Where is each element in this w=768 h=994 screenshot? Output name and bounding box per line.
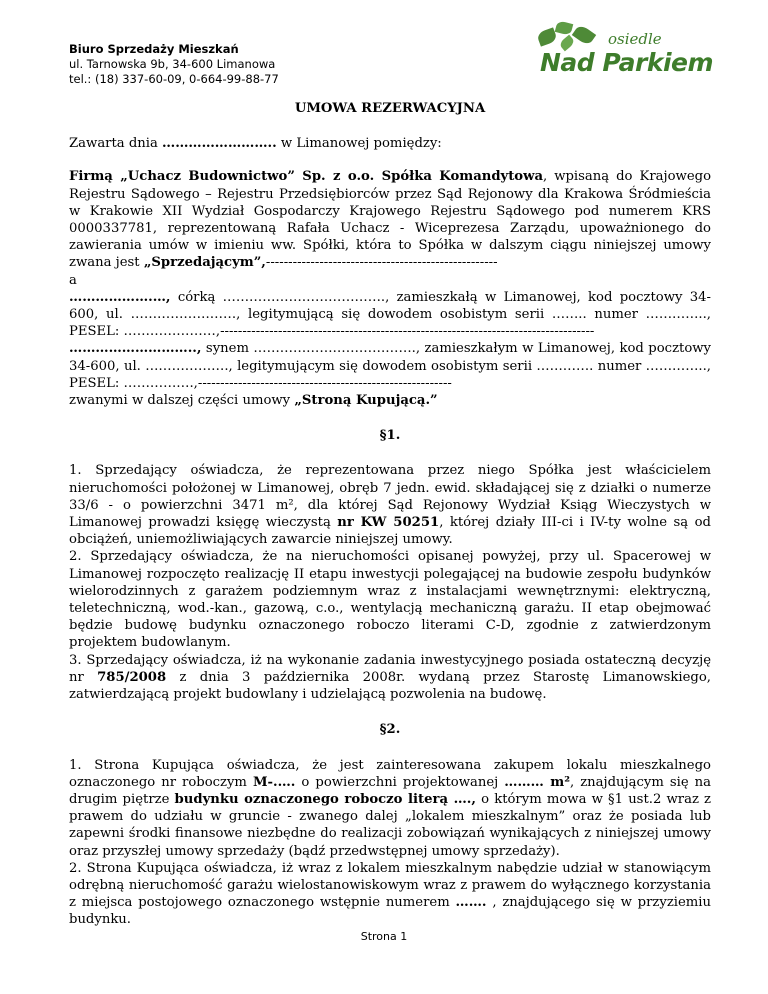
buyer-role-text: zwanymi w dalszej części umowy bbox=[69, 393, 295, 409]
seller-name: Firmą „Uchacz Budownictwo” Sp. z o.o. Spółka Komandytowa bbox=[69, 169, 544, 185]
office-name: Biuro Sprzedaży Mieszkań bbox=[69, 42, 239, 56]
osiedle-logo bbox=[530, 22, 714, 84]
buyer1-text: córką ………………………………., zamieszkałą w Limanowej, kod pocztowy 34-600, ul. ……………………, legitymującą się dowodem osobistym serii …….. numer ………….., PESEL: …………………, bbox=[69, 289, 711, 340]
parking-number: ……. bbox=[455, 895, 487, 911]
s1-point-2: 2. Sprzedający oświadcza, że na nieruchomości opisanej powyżej, przy ul. Spacerowej w Limanowej rozpoczęto realizację II etapu inwestycji polegającej na budowie zespołu budynków wielorodzinnych z garażem podziemnym wraz z instalacjami wewnętrznymi: elektryczną, teletechniczną, wod.-kan., gazową, c.o., wentylacją mechaniczną garażu. II etap obejmować będzie budowę budynku oznaczonego roboczo literami C-D, zgodnie z zatwierdzonym projektem budowlanym. bbox=[69, 549, 711, 651]
intro-text-end: w Limanowej pomiędzy: bbox=[276, 136, 442, 152]
intro-line bbox=[69, 135, 711, 152]
seller-text: , wpisaną do Krajowego Rejestru Sądowego – Rejestru Przedsiębiorców przez Sąd Rejonowy dla Krakowa Śródmieścia w Krakowie XII Wydział Gospodarczy Krajowego Rejestru Sądowego pod numerem KRS 0000337781, reprezentowaną Rafała Uchacz - Wiceprezesa Zarządu, upoważnionego do zawierania umów w imieniu ww. Spółki, która to Spółka w dalszym ciągu niniejszej umowy zwana jest bbox=[69, 169, 712, 271]
dash-fill: ---------------------------------------------------- bbox=[265, 255, 498, 271]
leaf-icon bbox=[572, 24, 596, 47]
document-title: UMOWA REZERWACYJNA bbox=[294, 101, 486, 116]
buyer2-blank: ……………………….., bbox=[69, 341, 202, 357]
buyer-paragraph bbox=[69, 289, 711, 409]
kw-number: nr KW 50251 bbox=[337, 515, 440, 531]
buyer-role: „Stroną Kupującą.” bbox=[294, 393, 438, 409]
buyer2-text: synem ………………………………., zamieszkałym w Limanowej, kod pocztowy 34-600, ul. ………………., legitymującym się dowodem osobistym serii …………. numer ………….., PESEL: ……………., bbox=[69, 341, 711, 391]
s2-p1-text-d: o którym mowa w §1 ust.2 wraz z prawem do udziału w gruncie - zwanego dalej „lokalem mieszkalnym” oraz że posiada lub zapewni środki finansowe niezbędne do realizacji zobowiązań wynikających z niniejszej umowy oraz przyszłej umowy sprzedaży (bądź przedwstępnej umowy sprzedaży). bbox=[69, 791, 711, 859]
unit-number: M-.…. bbox=[252, 774, 296, 790]
office-phone: tel.: (18) 337-60-09, 0-664-99-88-77 bbox=[69, 72, 279, 86]
section-1-heading: §1. bbox=[379, 428, 401, 444]
office-address: ul. Tarnowska 9b, 34-600 Limanowa bbox=[69, 57, 276, 71]
s1-p1-text: 1. Sprzedający oświadcza, że reprezentowana przez niego Spółka jest właścicielem nieruchomości położonej w Limanowej, obręb 7 jedn. ewid. składającej się z działki o numerze 33/6 - o powierzchni 3471 m², dla której Sąd Rejonowy Wydział Ksiąg Wieczystych w Limanowej prowadzi księgę wieczystą bbox=[69, 463, 711, 531]
s2-p1-text-c: , znajdującym się na drugim piętrze bbox=[69, 774, 711, 807]
unit-area: ……… m² bbox=[504, 774, 570, 790]
s1-p1-text-end: , której działy III-ci i IV-ty wolne są od obciążeń, uniemożliwiających zawarcie niniejszej umowy. bbox=[69, 515, 711, 548]
logo-name: Nad Parkiem bbox=[540, 48, 714, 77]
page-number: Strona 1 bbox=[360, 930, 408, 943]
building-letter: budynku oznaczonego roboczo literą …., bbox=[174, 791, 476, 807]
contract-body bbox=[69, 100, 711, 929]
s2-p1-text-b: o powierzchni projektowanej bbox=[295, 774, 505, 790]
s2-point-1 bbox=[69, 757, 711, 860]
s1-point-3 bbox=[69, 652, 711, 704]
and-word: a bbox=[69, 272, 77, 288]
intro-text: Zawarta dnia bbox=[69, 136, 163, 152]
date-blank: …………………….. bbox=[162, 136, 277, 152]
seller-paragraph bbox=[69, 168, 711, 271]
leaf-icon bbox=[555, 20, 574, 36]
office-header bbox=[69, 42, 279, 87]
logo-small-text: osiedle bbox=[608, 30, 662, 48]
s2-p2-text: 2. Strona Kupująca oświadcza, iż wraz z lokalem mieszkalnym nabędzie udział w stanowiącym odrębną nieruchomość garażu wielostanowiskowym wraz z prawem do wyłącznego korzystania z miejsca postojowego oznaczonego wstępnie numerem bbox=[69, 860, 711, 911]
seller-role: „Sprzedającym”, bbox=[143, 255, 266, 271]
decision-number: 785/2008 bbox=[97, 669, 167, 685]
s2-p2-text-end: , znajdującego się w przyziemiu budynku. bbox=[69, 895, 711, 928]
dash-fill: ------------------------------------------------------------------------------------ bbox=[220, 324, 595, 340]
s1-point-1 bbox=[69, 462, 711, 548]
buyer1-blank: ……………….…, bbox=[69, 289, 171, 305]
s1-p3-text: 3. Sprzedający oświadcza, iż na wykonanie zadania inwestycyjnego posiada ostateczną decyzję nr bbox=[69, 652, 711, 685]
s1-p3-text-end: z dnia 3 października 2008r. wydaną przez Starostę Limanowskiego, zatwierdzającą projekt budowlany i udzielającą pozwolenia na budowę. bbox=[69, 669, 711, 703]
dash-fill: --------------------------------------------------------- bbox=[197, 375, 452, 391]
section-2-heading: §2. bbox=[379, 722, 401, 738]
s2-p1-text: 1. Strona Kupująca oświadcza, że jest zainteresowana zakupem lokalu mieszkalnego oznaczonego nr roboczym bbox=[69, 757, 711, 790]
s2-point-2 bbox=[69, 860, 711, 929]
